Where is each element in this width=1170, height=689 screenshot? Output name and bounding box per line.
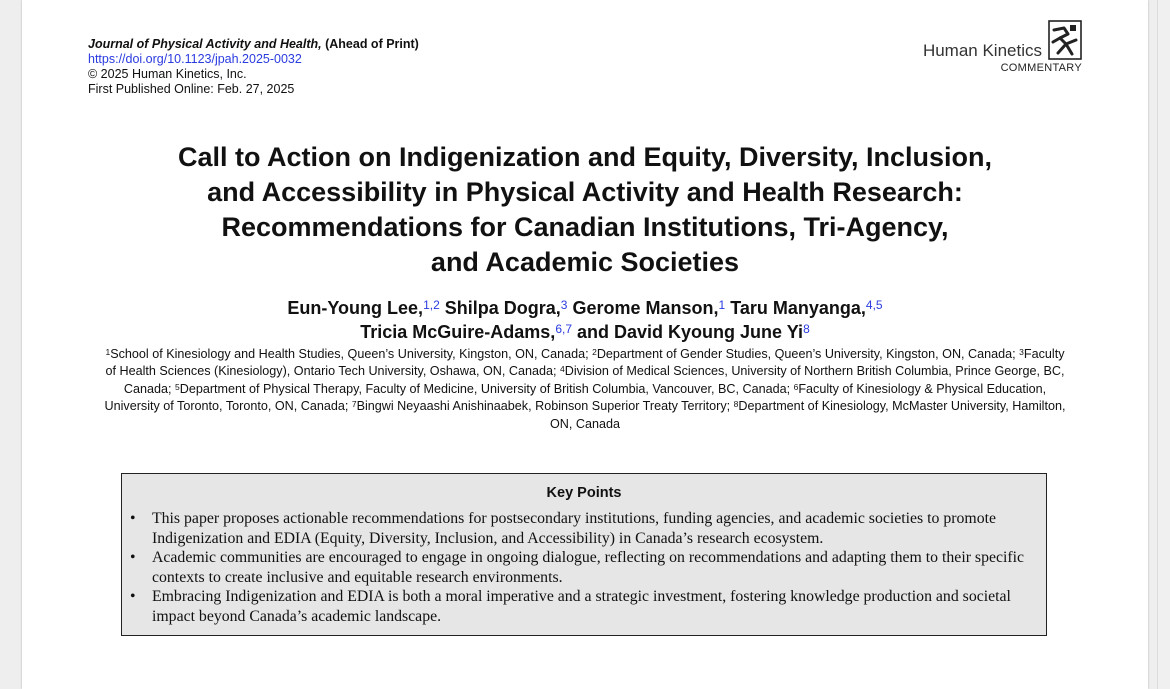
human-kinetics-logo-icon [1048,20,1082,60]
pdf-page [22,0,1148,689]
author-affil-sup[interactable]: 1 [718,298,726,312]
affil-text: Department of Gender Studies, Queen’s University, Kingston, ON, Canada; [596,347,1020,361]
key-points-list [122,509,1046,626]
publisher-name: Human Kinetics [922,41,1042,60]
list-item: • Academic communities are encouraged to engage in ongoing dialogue, reflecting on recommendations and adapting them to their specific contexts to create inclusive and equitable research environments. [130,549,1025,586]
journal-line [88,37,419,52]
affil-text: Bingwi Neyaashi Anishinaabek, Robinson Superior Treaty Territory; [356,399,734,414]
doi-link[interactable]: https://doi.org/10.1123/jpah.2025-0032 [88,52,302,66]
list-item: • This paper proposes actionable recommendations for postsecondary institutions, funding agencies, and academic societies to promote Indigenization and EDIA (Equity, Diversity, Inclusion, and Accessibility) in Canada’s research ecosystem. [130,510,997,547]
journal-status: (Ahead of Print) [321,37,419,51]
affiliations [102,346,1068,433]
affil-sup: 4 [560,364,565,375]
affil-text: Department of Kinesiology, McMaster University, Hamilton, ON, Canada [549,399,1066,431]
title-line: and Accessibility in Physical Activity and Health Research: [207,177,963,207]
author-affil-sup[interactable]: 1,2 [423,298,440,312]
journal-header [88,37,419,97]
key-points-box [121,473,1047,636]
author-name: and David Kyoung June Yi [577,322,804,342]
affil-sup: 5 [174,381,180,392]
affil-sup: 3 [1019,347,1024,357]
author-name: Tricia McGuire-Adams, [360,322,556,342]
article-type: COMMENTARY [1000,62,1082,74]
author-affil-sup[interactable]: 6,7 [555,322,572,336]
affil-text: School of Kinesiology and Health Studies, Queen’s University, Kingston, ON, Canada; [110,347,593,361]
author-affil-sup[interactable]: 8 [803,322,810,336]
author-affil-sup[interactable]: 4,5 [865,298,883,312]
scrollbar[interactable] [1157,0,1170,689]
affil-sup: 8 [733,399,739,410]
bullet-icon: • [130,549,136,566]
author-name: Taru Manyanga, [730,298,866,318]
author-name: Eun-Young Lee, [287,298,424,318]
author-list [62,296,1108,344]
title-line: and Academic Societies [430,247,740,277]
author-name: Shilpa Dogra, [444,298,561,318]
author-affil-sup[interactable]: 3 [560,298,568,312]
bullet-icon: • [130,588,136,605]
published-date: First Published Online: Feb. 27, 2025 [88,82,295,96]
affil-text: Faculty of Kinesiology & Physical Education, University of Toronto, Toronto, ON, Canada; [104,381,1047,414]
affil-sup: 6 [793,381,799,392]
title-line: Call to Action on Indigenization and Equity, Diversity, Inclusion, [177,142,993,172]
affil-text: Faculty of Health Sciences (Kinesiology), Ontario Tech University, Oshawa, ON, Canada; [105,347,1065,379]
key-points-heading: Key Points [546,485,622,501]
affil-text: Department of Physical Therapy, Faculty of Medicine, University of British Columbia, Vancouver, BC, Canada; [179,381,794,396]
list-item: • Embracing Indigenization and EDIA is both a moral imperative and a strategic investment, fostering knowledge production and societal impact beyond Canada’s academic landscape. [130,588,1011,625]
author-name: Gerome Manson, [572,298,719,318]
title-line: Recommendations for Canadian Institutions, Tri-Agency, [221,212,949,242]
affil-text: Division of Medical Sciences, University of Northern British Columbia, Prince George, BC, Canada; [123,364,1065,396]
article-title [62,140,1108,280]
affil-sup: 1 [105,347,111,357]
affil-sup: 2 [592,347,597,357]
journal-name: Journal of Physical Activity and Health, [88,37,322,51]
affil-sup: 7 [351,399,357,410]
copyright: © 2025 Human Kinetics, Inc. [88,67,247,81]
bullet-icon: • [130,510,136,527]
publisher-block [923,20,1082,74]
